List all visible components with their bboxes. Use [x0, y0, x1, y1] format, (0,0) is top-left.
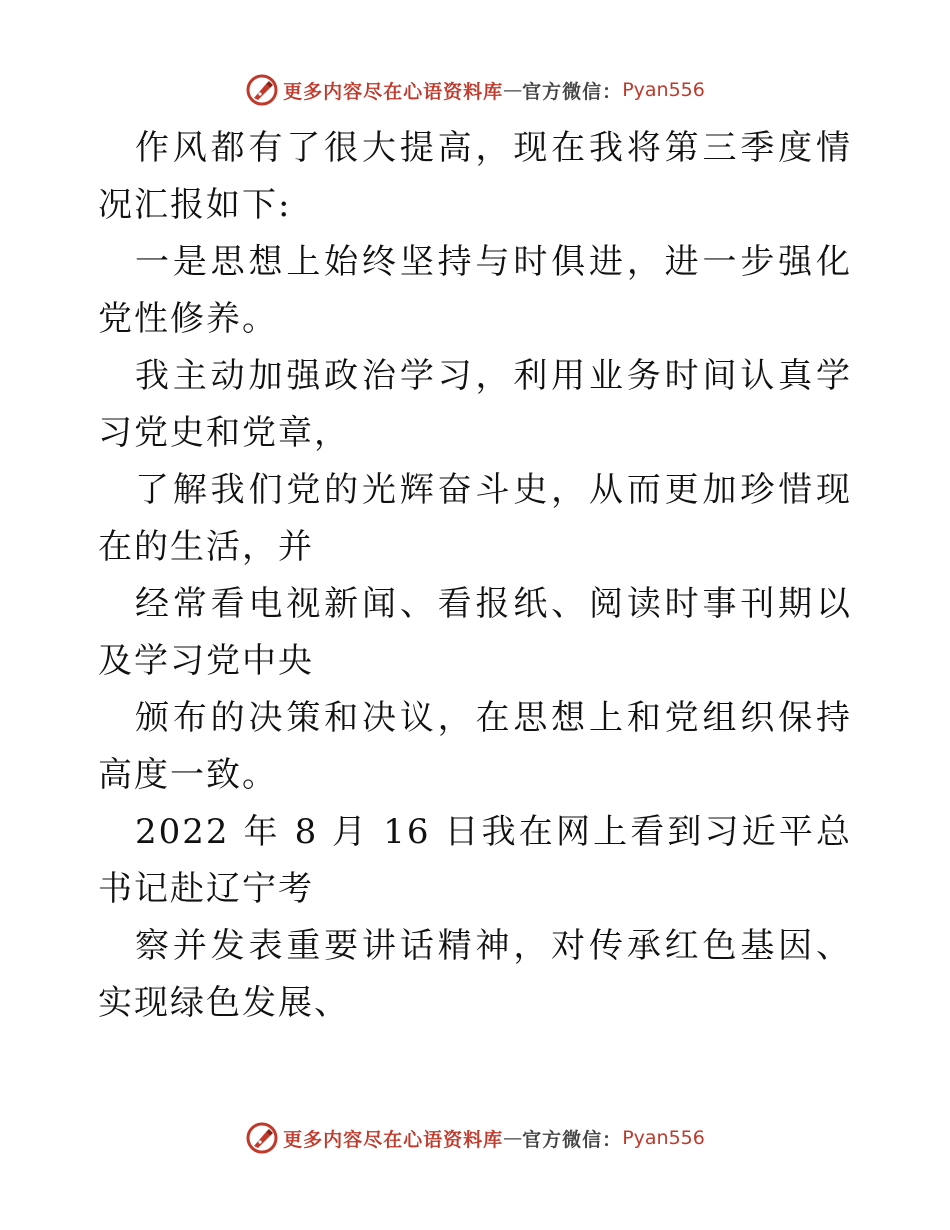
paragraph: 颁布的决策和决议，在思想上和党组织保持高度一致。 — [98, 698, 852, 795]
paragraph: 了解我们党的光辉奋斗史，从而更加珍惜现在的生活，并 — [98, 470, 852, 567]
paragraph: 我主动加强政治学习，利用业务时间认真学习党史和党章， — [98, 356, 852, 453]
paragraph: 2022 年 8 月 16 日我在网上看到习近平总书记赴辽宁考 — [98, 812, 852, 909]
footer-watermark — [0, 1118, 950, 1158]
paragraph: 一是思想上始终坚持与时俱进，进一步强化党性修养。 — [98, 242, 852, 339]
pen-nib-logo-icon — [245, 73, 279, 107]
banner-site-name: 更多内容尽在心语资料库 — [283, 1128, 504, 1151]
header-watermark — [0, 70, 950, 110]
pen-nib-logo-icon — [245, 1121, 279, 1155]
paragraph: 经常看电视新闻、看报纸、阅读时事刊期以及学习党中央 — [98, 584, 852, 681]
banner-site-name: 更多内容尽在心语资料库 — [283, 80, 504, 103]
banner-wechat-label: 官方微信： — [522, 80, 623, 103]
document-body — [98, 120, 852, 1032]
banner-wechat-label: 官方微信： — [522, 1128, 623, 1151]
banner-wechat-id: Pyan556 — [622, 79, 705, 101]
banner-separator: — — [503, 79, 523, 101]
banner-separator: — — [503, 1127, 523, 1149]
paragraph: 察并发表重要讲话精神，对传承红色基因、实现绿色发展、 — [98, 926, 852, 1023]
banner-wechat-id: Pyan556 — [622, 1127, 705, 1149]
paragraph: 作风都有了很大提高，现在我将第三季度情况汇报如下: — [98, 128, 852, 225]
